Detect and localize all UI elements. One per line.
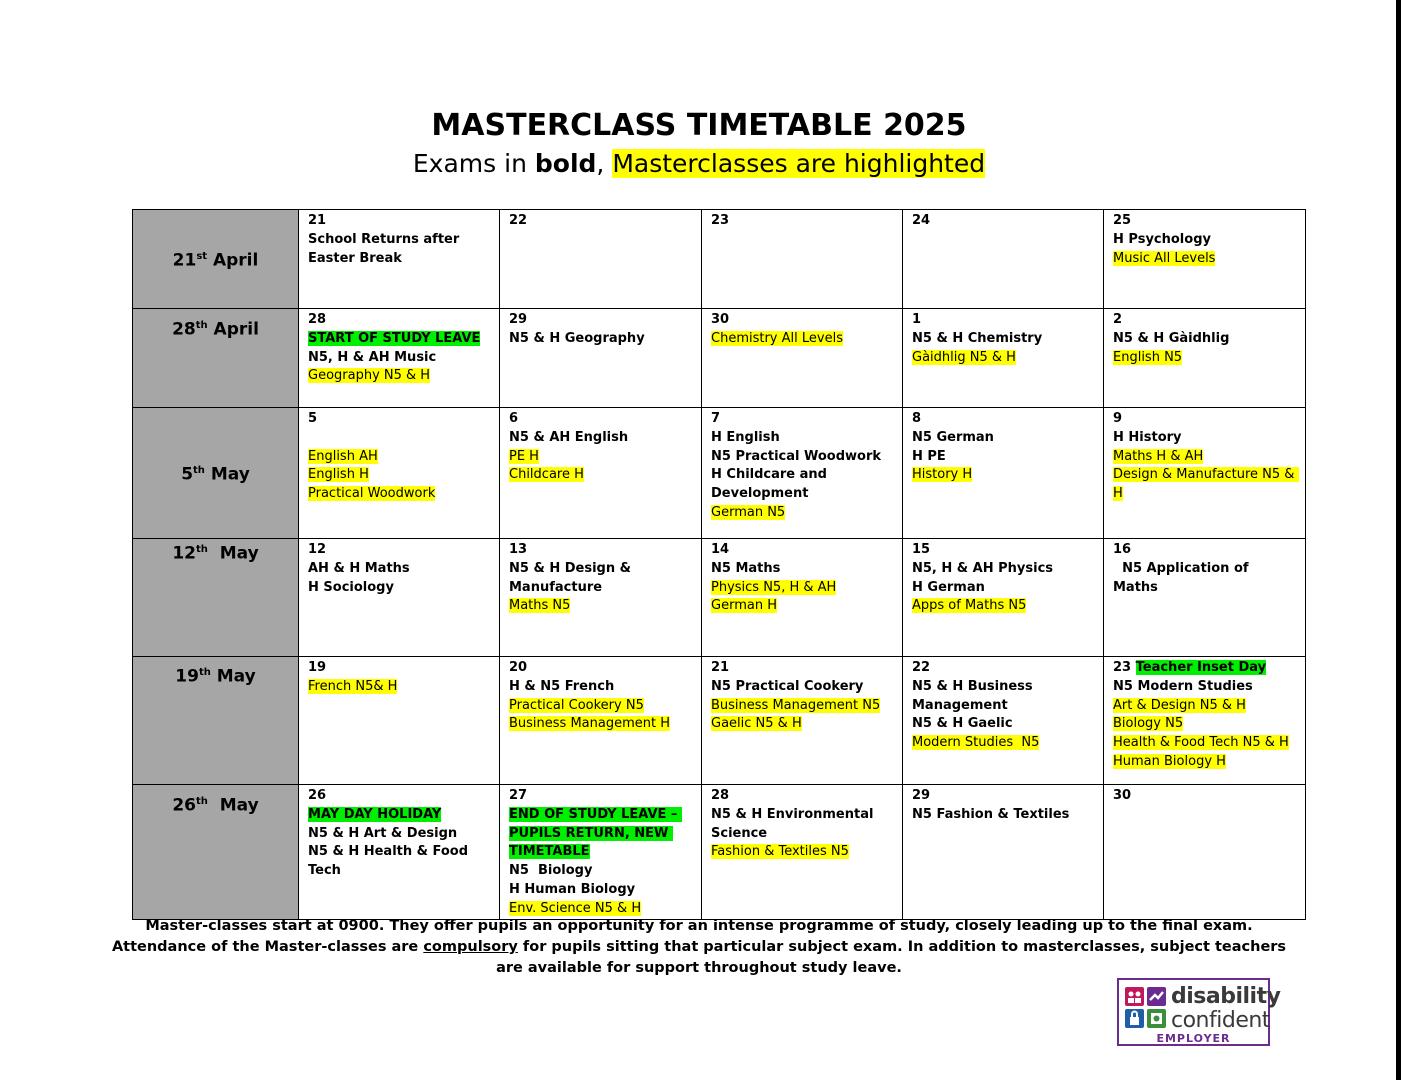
day-entry-line bbox=[711, 466, 894, 504]
day-entry-line bbox=[711, 715, 894, 734]
exam-entry: N5 & AH English bbox=[509, 429, 629, 445]
day-number-line bbox=[509, 212, 693, 231]
subtitle-highlight: Masterclasses are highlighted bbox=[612, 149, 986, 178]
exam-entry: N5 Application of Maths bbox=[1113, 560, 1254, 595]
day-entry-line bbox=[1113, 697, 1297, 716]
day-entry-line bbox=[308, 825, 491, 844]
day-number: 9 bbox=[1113, 411, 1123, 426]
week-label-suffix: th bbox=[195, 320, 208, 331]
week-label bbox=[133, 309, 299, 408]
exam-entry: N5 & H Business Management bbox=[912, 678, 1038, 713]
day-cell bbox=[903, 785, 1104, 920]
masterclass-entry: History H bbox=[912, 467, 973, 483]
day-entry-line bbox=[711, 597, 894, 616]
exam-entry: N5 Maths bbox=[711, 560, 781, 576]
week-label-day: 28 bbox=[172, 319, 196, 340]
exam-entry: N5 Fashion & Textiles bbox=[912, 806, 1070, 822]
day-entry-line bbox=[912, 349, 1095, 368]
day-number-line bbox=[509, 659, 693, 678]
day-number-line bbox=[1113, 410, 1297, 429]
masterclass-entry: Biology N5 bbox=[1113, 716, 1184, 732]
day-entry-line bbox=[509, 715, 693, 734]
day-entry-line bbox=[912, 330, 1095, 349]
day-entry-line bbox=[912, 579, 1095, 598]
day-number-line bbox=[509, 410, 693, 429]
masterclass-entry: English H bbox=[308, 467, 369, 483]
day-number-line bbox=[308, 212, 491, 231]
week-label-month: April bbox=[207, 319, 259, 340]
day-entry-line bbox=[1113, 429, 1297, 448]
week-row bbox=[133, 539, 1306, 657]
day-entry-line bbox=[912, 466, 1095, 485]
day-number: 1 bbox=[912, 312, 922, 327]
week-row bbox=[133, 309, 1306, 408]
chart-icon bbox=[1147, 987, 1166, 1006]
exam-entry: N5 & H Chemistry bbox=[912, 330, 1043, 346]
day-number: 26 bbox=[308, 788, 327, 803]
week-label-month: May bbox=[210, 666, 256, 687]
masterclass-entry: Modern Studies N5 bbox=[912, 735, 1040, 751]
page-title: MASTERCLASS TIMETABLE 2025 bbox=[431, 108, 967, 143]
day-cell bbox=[1104, 539, 1306, 657]
exam-entry: N5 & H Environmental Science bbox=[711, 806, 878, 841]
day-cell bbox=[500, 309, 702, 408]
exam-entry: AH & H Maths bbox=[308, 560, 410, 576]
day-number: 5 bbox=[308, 411, 318, 426]
week-label-day: 26 bbox=[172, 795, 196, 816]
masterclass-entry: Design & Manufacture N5 & H bbox=[1113, 467, 1299, 502]
day-entry-line bbox=[509, 429, 693, 448]
exam-entry: H PE bbox=[912, 448, 946, 464]
week-label bbox=[133, 210, 299, 309]
week-label-month: May bbox=[207, 795, 259, 816]
day-entry-line bbox=[509, 806, 693, 862]
masterclass-entry: Practical Cookery N5 bbox=[509, 697, 644, 713]
week-label-day: 12 bbox=[172, 543, 196, 564]
day-number-line bbox=[1113, 787, 1297, 806]
day-number: 23 bbox=[711, 213, 730, 228]
exam-entry: H History bbox=[1113, 429, 1182, 445]
footer-note bbox=[100, 916, 1298, 979]
day-number: 28 bbox=[711, 788, 730, 803]
day-entry-line bbox=[308, 560, 491, 579]
masterclass-entry: Chemistry All Levels bbox=[711, 330, 843, 346]
day-entry-line bbox=[912, 734, 1095, 753]
day-number: 19 bbox=[308, 660, 327, 675]
day-number-line bbox=[711, 787, 894, 806]
masterclass-entry: Maths H & AH bbox=[1113, 448, 1204, 464]
day-entry-line bbox=[711, 504, 894, 523]
masterclass-entry: Art & Design N5 & H bbox=[1113, 697, 1246, 713]
footer-compulsory: compulsory bbox=[423, 939, 518, 955]
exam-entry: N5 & H Gaelic bbox=[912, 716, 1013, 732]
week-label-day: 5 bbox=[181, 464, 194, 485]
day-cell bbox=[299, 657, 500, 785]
day-number-line bbox=[308, 659, 491, 678]
day-entry-line bbox=[308, 485, 491, 504]
week-label bbox=[133, 657, 299, 785]
exam-entry: N5 Biology bbox=[509, 863, 593, 879]
exam-entry: N5 & H Health & Food Tech bbox=[308, 844, 473, 879]
day-number: 27 bbox=[509, 788, 528, 803]
day-number: 16 bbox=[1113, 542, 1132, 557]
day-number-line bbox=[509, 541, 693, 560]
exam-entry: H Human Biology bbox=[509, 881, 636, 897]
exam-entry: N5 Modern Studies bbox=[1113, 678, 1253, 694]
exam-entry bbox=[308, 430, 312, 445]
lock-icon bbox=[1125, 1009, 1144, 1028]
masterclass-entry: Physics N5, H & AH bbox=[711, 579, 837, 595]
notice-entry: MAY DAY HOLIDAY bbox=[308, 806, 442, 822]
day-entry-line bbox=[912, 715, 1095, 734]
day-cell bbox=[1104, 657, 1306, 785]
day-number-line bbox=[711, 659, 894, 678]
week-label-suffix: th bbox=[193, 464, 205, 476]
day-entry-line bbox=[1113, 250, 1297, 269]
day-entry-line bbox=[509, 597, 693, 616]
day-number-line bbox=[1113, 212, 1297, 231]
day-entry-line bbox=[509, 560, 693, 598]
day-cell bbox=[903, 657, 1104, 785]
day-number-line bbox=[308, 311, 491, 330]
day-number-line bbox=[912, 659, 1095, 678]
day-number-line bbox=[912, 410, 1095, 429]
exam-entry: School Returns after Easter Break bbox=[308, 231, 464, 266]
exam-entry: N5 Practical Woodwork bbox=[711, 448, 882, 464]
day-number: 21 bbox=[711, 660, 730, 675]
masterclass-entry: Maths N5 bbox=[509, 598, 571, 614]
day-cell bbox=[702, 309, 903, 408]
day-cell bbox=[903, 408, 1104, 539]
day-number-line bbox=[711, 311, 894, 330]
day-entry-line bbox=[711, 330, 894, 349]
week-label-suffix: th bbox=[195, 544, 208, 555]
exam-entry: N5, H & AH Music bbox=[308, 349, 437, 365]
day-cell bbox=[903, 309, 1104, 408]
day-number: 28 bbox=[308, 312, 327, 327]
day-cell bbox=[500, 539, 702, 657]
masterclass-entry: Human Biology H bbox=[1113, 753, 1226, 769]
day-entry-line bbox=[1113, 330, 1297, 349]
day-entry-line bbox=[509, 697, 693, 716]
day-entry-line bbox=[509, 881, 693, 900]
day-cell bbox=[299, 309, 500, 408]
day-entry-line bbox=[711, 806, 894, 844]
day-entry-line bbox=[711, 678, 894, 697]
logo-icons bbox=[1125, 987, 1167, 1031]
logo-word-employer: EMPLOYER bbox=[1156, 1032, 1231, 1045]
day-cell bbox=[1104, 309, 1306, 408]
day-entry-line bbox=[711, 429, 894, 448]
day-number-line bbox=[912, 212, 1095, 231]
day-notice: Teacher Inset Day bbox=[1135, 660, 1267, 675]
day-entry-line bbox=[1113, 349, 1297, 368]
exam-entry: N5 & H Art & Design bbox=[308, 825, 458, 841]
disability-confident-logo bbox=[1117, 978, 1281, 1046]
day-entry-line bbox=[509, 466, 693, 485]
day-cell bbox=[500, 210, 702, 309]
masterclass-entry: English N5 bbox=[1113, 349, 1183, 365]
day-entry-line bbox=[711, 579, 894, 598]
exam-entry: N5 & H Geography bbox=[509, 330, 645, 346]
day-cell bbox=[702, 539, 903, 657]
day-entry-line bbox=[509, 330, 693, 349]
week-row bbox=[133, 785, 1306, 920]
exam-entry: N5 Practical Cookery bbox=[711, 678, 864, 694]
day-number: 29 bbox=[509, 312, 528, 327]
footer-line-2-end: for pupils sitting that particular subject exam. In addition to masterclasses, subject teachers are available for support throughout study leave. bbox=[496, 939, 1287, 976]
day-entry-line bbox=[1113, 715, 1297, 734]
day-number: 6 bbox=[509, 411, 519, 426]
day-number-line bbox=[711, 410, 894, 429]
masterclass-entry: Env. Science N5 & H bbox=[509, 900, 642, 916]
masterclass-entry: Practical Woodwork bbox=[308, 486, 436, 502]
week-row bbox=[133, 408, 1306, 539]
day-number-line bbox=[912, 787, 1095, 806]
day-number: 15 bbox=[912, 542, 931, 557]
week-label-suffix: th bbox=[195, 796, 208, 807]
week-label-month: May bbox=[207, 543, 259, 564]
day-entry-line bbox=[1113, 231, 1297, 250]
day-entry-line bbox=[308, 367, 491, 386]
day-entry-line bbox=[1113, 560, 1297, 598]
exam-entry: N5 & H Gàidhlig bbox=[1113, 330, 1230, 346]
day-number-line bbox=[711, 541, 894, 560]
day-number: 25 bbox=[1113, 213, 1132, 228]
day-number-line bbox=[509, 787, 693, 806]
day-number: 23 bbox=[1113, 660, 1132, 675]
day-cell bbox=[702, 785, 903, 920]
footer-line-2 bbox=[100, 937, 1298, 979]
day-number: 22 bbox=[912, 660, 931, 675]
week-label-suffix: th bbox=[198, 667, 211, 678]
day-number-line bbox=[912, 541, 1095, 560]
day-entry-line bbox=[308, 330, 491, 349]
subtitle-text: Exams in bbox=[412, 149, 535, 178]
day-entry-line bbox=[912, 448, 1095, 467]
day-entry-line bbox=[308, 349, 491, 368]
day-number: 30 bbox=[711, 312, 730, 327]
day-number: 29 bbox=[912, 788, 931, 803]
masterclass-entry: German N5 bbox=[711, 504, 786, 520]
week-row bbox=[133, 210, 1306, 309]
day-cell bbox=[299, 408, 500, 539]
week-label-month: April bbox=[207, 250, 259, 271]
day-number-line bbox=[1113, 659, 1297, 678]
week-label-month: May bbox=[204, 464, 250, 485]
day-entry-line bbox=[1113, 678, 1297, 697]
day-entry-line bbox=[308, 678, 491, 697]
day-entry-line bbox=[1113, 466, 1297, 504]
day-number: 14 bbox=[711, 542, 730, 557]
day-entry-line bbox=[711, 560, 894, 579]
masterclass-entry: Geography N5 & H bbox=[308, 368, 431, 384]
day-entry-line bbox=[308, 231, 491, 269]
week-label bbox=[133, 539, 299, 657]
day-entry-line bbox=[308, 843, 491, 881]
week-label-suffix: st bbox=[196, 250, 208, 262]
masterclass-entry: German H bbox=[711, 598, 777, 614]
day-cell bbox=[1104, 785, 1306, 920]
exam-entry: N5, H & AH Physics bbox=[912, 560, 1054, 576]
exam-entry: H Sociology bbox=[308, 579, 394, 595]
day-cell bbox=[500, 657, 702, 785]
day-cell bbox=[1104, 408, 1306, 539]
masterclass-entry: Health & Food Tech N5 & H bbox=[1113, 735, 1289, 751]
day-number: 30 bbox=[1113, 788, 1132, 803]
exam-entry: N5 German bbox=[912, 429, 994, 445]
exam-entry: H German bbox=[912, 579, 985, 595]
day-entry-line bbox=[711, 843, 894, 862]
exam-entry: H Psychology bbox=[1113, 231, 1211, 247]
day-entry-line bbox=[912, 429, 1095, 448]
footer-line-2-start: Attendance of the Master-classes are bbox=[111, 939, 424, 955]
day-entry-line bbox=[1113, 753, 1297, 772]
day-cell bbox=[1104, 210, 1306, 309]
exam-entry: N5 & H Design & Manufacture bbox=[509, 560, 636, 595]
day-number-line bbox=[308, 410, 491, 429]
day-number-line bbox=[1113, 311, 1297, 330]
day-number: 20 bbox=[509, 660, 528, 675]
day-entry-line bbox=[308, 448, 491, 467]
masterclass-entry: Music All Levels bbox=[1113, 250, 1216, 266]
subtitle-comma: , bbox=[596, 149, 613, 178]
masterclass-entry: Business Management H bbox=[509, 716, 671, 732]
day-number-line bbox=[308, 787, 491, 806]
week-label bbox=[133, 408, 299, 539]
day-number: 8 bbox=[912, 411, 922, 426]
day-entry-line bbox=[308, 429, 491, 448]
subtitle-bold: bold bbox=[534, 149, 597, 178]
day-entry-line bbox=[711, 697, 894, 716]
page-subtitle bbox=[0, 149, 1398, 178]
day-entry-line bbox=[711, 448, 894, 467]
day-cell bbox=[702, 657, 903, 785]
masterclass-entry: Business Management N5 bbox=[711, 697, 881, 713]
day-number-line bbox=[1113, 541, 1297, 560]
day-cell bbox=[903, 210, 1104, 309]
masterclass-entry: English AH bbox=[308, 448, 378, 464]
timetable bbox=[132, 209, 1306, 920]
exam-entry: H & N5 French bbox=[509, 678, 615, 694]
logo-word-confident: confident bbox=[1171, 1008, 1270, 1033]
day-entry-line bbox=[308, 466, 491, 485]
masterclass-entry: Childcare H bbox=[509, 467, 584, 483]
logo-word-disability: disability bbox=[1171, 984, 1281, 1009]
day-entry-line bbox=[509, 448, 693, 467]
day-number: 21 bbox=[308, 213, 327, 228]
week-label-day: 21 bbox=[172, 250, 197, 271]
footer-line-1: Master-classes start at 0900. They offer pupils an opportunity for an intense programme of study, closely leading up to the final exam. bbox=[145, 918, 1253, 934]
puzzle-icon bbox=[1147, 1009, 1166, 1028]
people-icon bbox=[1125, 987, 1144, 1006]
day-cell bbox=[299, 785, 500, 920]
day-entry-line bbox=[912, 806, 1095, 825]
masterclass-entry: French N5& H bbox=[308, 678, 398, 694]
masterclass-entry: Gàidhlig N5 & H bbox=[912, 349, 1016, 365]
masterclass-entry: PE H bbox=[509, 448, 539, 464]
day-cell bbox=[299, 210, 500, 309]
day-entry-line bbox=[1113, 734, 1297, 753]
day-number: 22 bbox=[509, 213, 528, 228]
day-cell bbox=[299, 539, 500, 657]
day-entry-line bbox=[1113, 448, 1297, 467]
day-cell bbox=[702, 408, 903, 539]
notice-entry: START OF STUDY LEAVE bbox=[308, 330, 481, 346]
notice-entry: END OF STUDY LEAVE – PUPILS RETURN, NEW TIMETABLE bbox=[509, 806, 682, 860]
masterclass-entry: Apps of Maths N5 bbox=[912, 598, 1027, 614]
exam-entry: H Childcare and Development bbox=[711, 467, 832, 502]
masterclass-entry: Fashion & Textiles N5 bbox=[711, 844, 849, 860]
day-entry-line bbox=[509, 678, 693, 697]
day-cell bbox=[500, 408, 702, 539]
day-entry-line bbox=[308, 806, 491, 825]
exam-entry: H English bbox=[711, 429, 780, 445]
day-entry-line bbox=[912, 560, 1095, 579]
day-cell bbox=[702, 210, 903, 309]
day-number-line bbox=[912, 311, 1095, 330]
day-cell bbox=[903, 539, 1104, 657]
day-entry-line bbox=[912, 678, 1095, 716]
day-number: 7 bbox=[711, 411, 721, 426]
day-number-line bbox=[711, 212, 894, 231]
day-entry-line bbox=[912, 597, 1095, 616]
day-number-line bbox=[509, 311, 693, 330]
week-label-day: 19 bbox=[175, 666, 199, 687]
day-number: 13 bbox=[509, 542, 528, 557]
day-cell bbox=[500, 785, 702, 920]
day-number: 12 bbox=[308, 542, 327, 557]
day-number: 2 bbox=[1113, 312, 1123, 327]
day-entry-line bbox=[308, 579, 491, 598]
week-row bbox=[133, 657, 1306, 785]
masterclass-entry: Gaelic N5 & H bbox=[711, 716, 802, 732]
day-entry-line bbox=[509, 862, 693, 881]
day-number: 24 bbox=[912, 213, 931, 228]
day-number-line bbox=[308, 541, 491, 560]
week-label bbox=[133, 785, 299, 920]
